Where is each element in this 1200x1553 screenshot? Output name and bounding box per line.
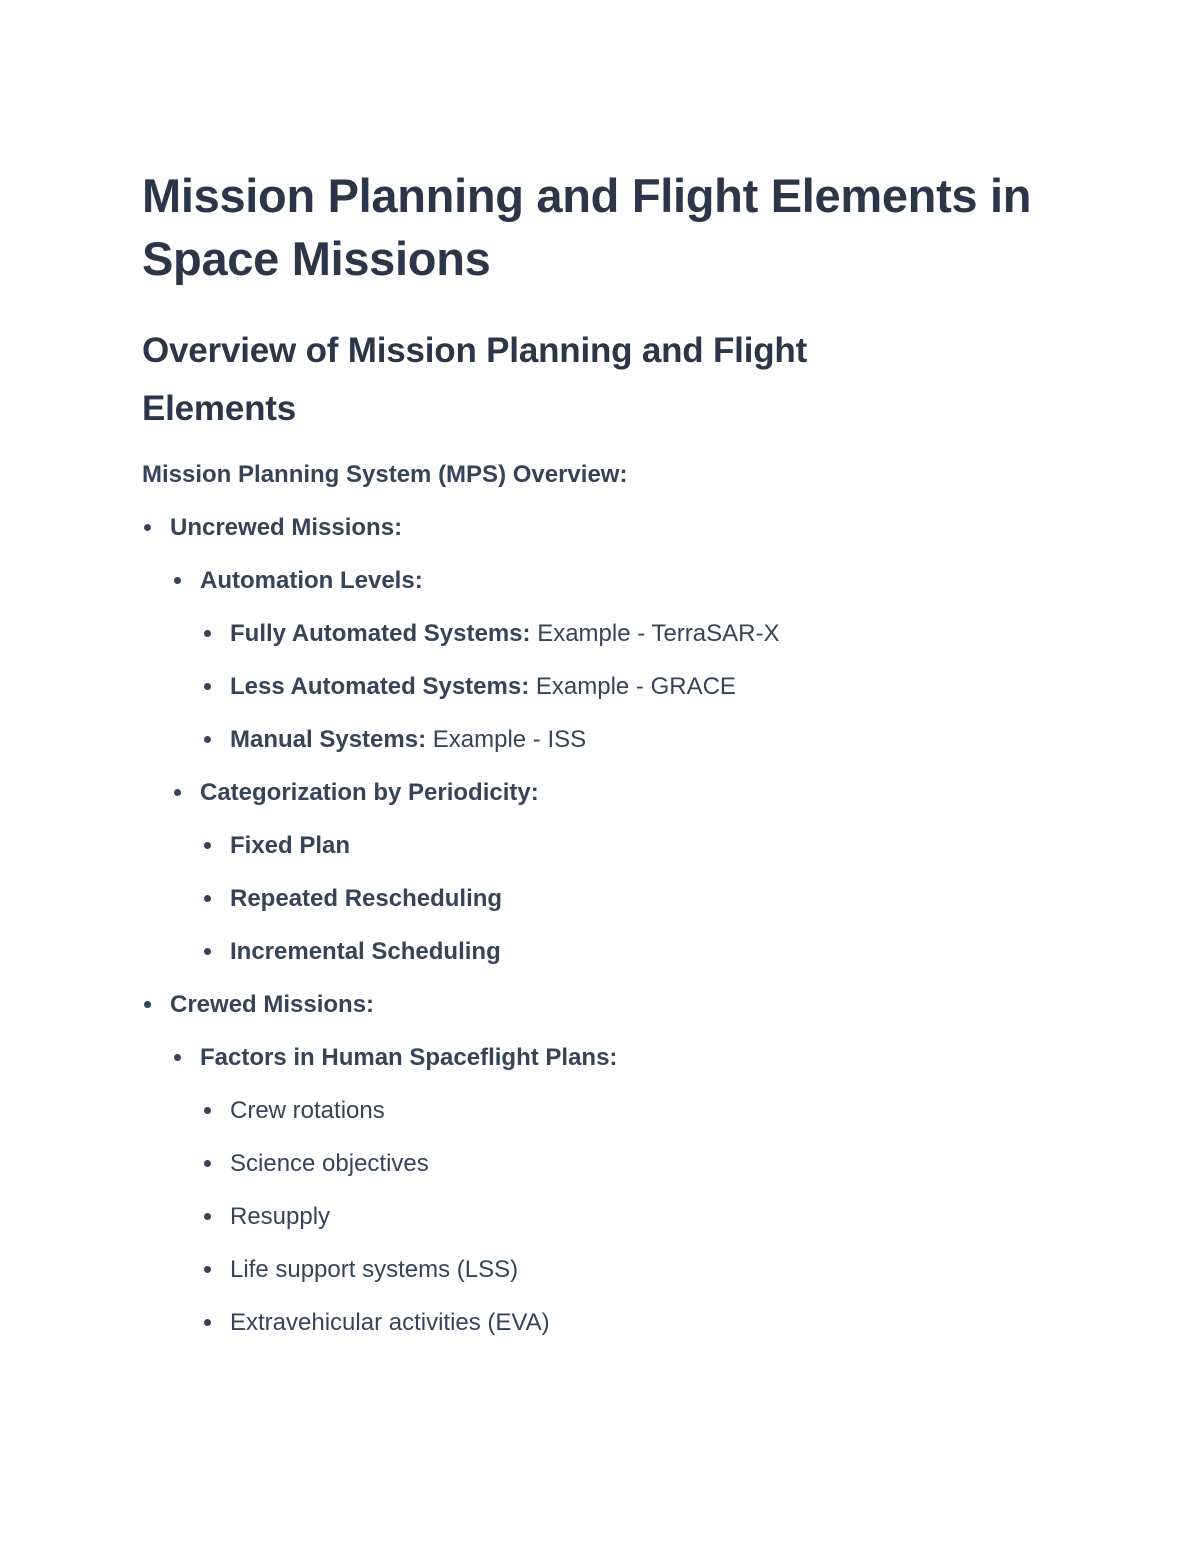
page-title: Mission Planning and Flight Elements in Space Missions <box>142 169 1032 285</box>
bullet-icon <box>204 1266 211 1273</box>
list-item-label: Repeated Rescheduling <box>230 885 503 912</box>
list-item-label: Fully Automated Systems: <box>230 620 531 647</box>
list-item-periodicity <box>172 778 1082 808</box>
bullet-icon <box>174 1054 181 1061</box>
list-item-uncrewed <box>142 513 1082 543</box>
document-page <box>142 164 1082 1338</box>
list-item-text: Life support systems (LSS) <box>230 1256 519 1283</box>
list-item <box>202 884 1082 914</box>
list-item <box>202 1149 1082 1179</box>
list-item-label: Crewed Missions: <box>170 991 375 1018</box>
bullet-icon <box>174 577 181 584</box>
list-item-text: Crew rotations <box>230 1097 385 1124</box>
bullet-icon <box>204 1107 211 1114</box>
list-item-label: Categorization by Periodicity: <box>200 779 539 806</box>
bullet-icon <box>174 789 181 796</box>
list-item-label: Less Automated Systems: <box>230 673 530 700</box>
list-item-text: Example - GRACE <box>535 673 736 700</box>
list-item <box>202 1255 1082 1285</box>
bullet-icon <box>204 948 211 955</box>
list-item-text: Extravehicular activities (EVA) <box>230 1309 550 1336</box>
list-item-text: Resupply <box>230 1203 331 1230</box>
list-item-text: Example - TerraSAR-X <box>537 620 780 647</box>
list-item-label: Incremental Scheduling <box>230 938 501 965</box>
list-item-text: Example - ISS <box>432 726 587 753</box>
list-item <box>202 619 1082 649</box>
bullet-icon <box>204 1213 211 1220</box>
list-item-crewed <box>142 990 1082 1020</box>
bullet-icon <box>204 736 211 743</box>
list-item <box>202 1308 1082 1338</box>
bullet-icon <box>204 1160 211 1167</box>
bullet-icon <box>204 683 211 690</box>
bullet-icon <box>204 842 211 849</box>
list-item-label: Fixed Plan <box>230 832 351 859</box>
list-item-automation <box>172 566 1082 596</box>
list-item <box>202 831 1082 861</box>
mps-heading: Mission Planning System (MPS) Overview: <box>142 461 628 488</box>
outline-list <box>142 513 1082 1338</box>
list-item-label: Factors in Human Spaceflight Plans: <box>200 1044 618 1071</box>
bullet-icon <box>204 630 211 637</box>
bullet-icon <box>204 895 211 902</box>
list-item-label: Manual Systems: <box>230 726 427 753</box>
list-item <box>202 1202 1082 1232</box>
list-item <box>202 725 1082 755</box>
bullet-icon <box>144 1001 151 1008</box>
section-heading: Overview of Mission Planning and Flight Elements <box>142 331 808 428</box>
list-item <box>202 937 1082 967</box>
list-item-text: Science objectives <box>230 1150 429 1177</box>
list-item-label: Automation Levels: <box>200 567 423 594</box>
list-item-label: Uncrewed Missions: <box>170 514 403 541</box>
list-item <box>202 672 1082 702</box>
bullet-icon <box>144 524 151 531</box>
bullet-icon <box>204 1319 211 1326</box>
list-item <box>202 1096 1082 1126</box>
list-item-factors <box>172 1043 1082 1073</box>
